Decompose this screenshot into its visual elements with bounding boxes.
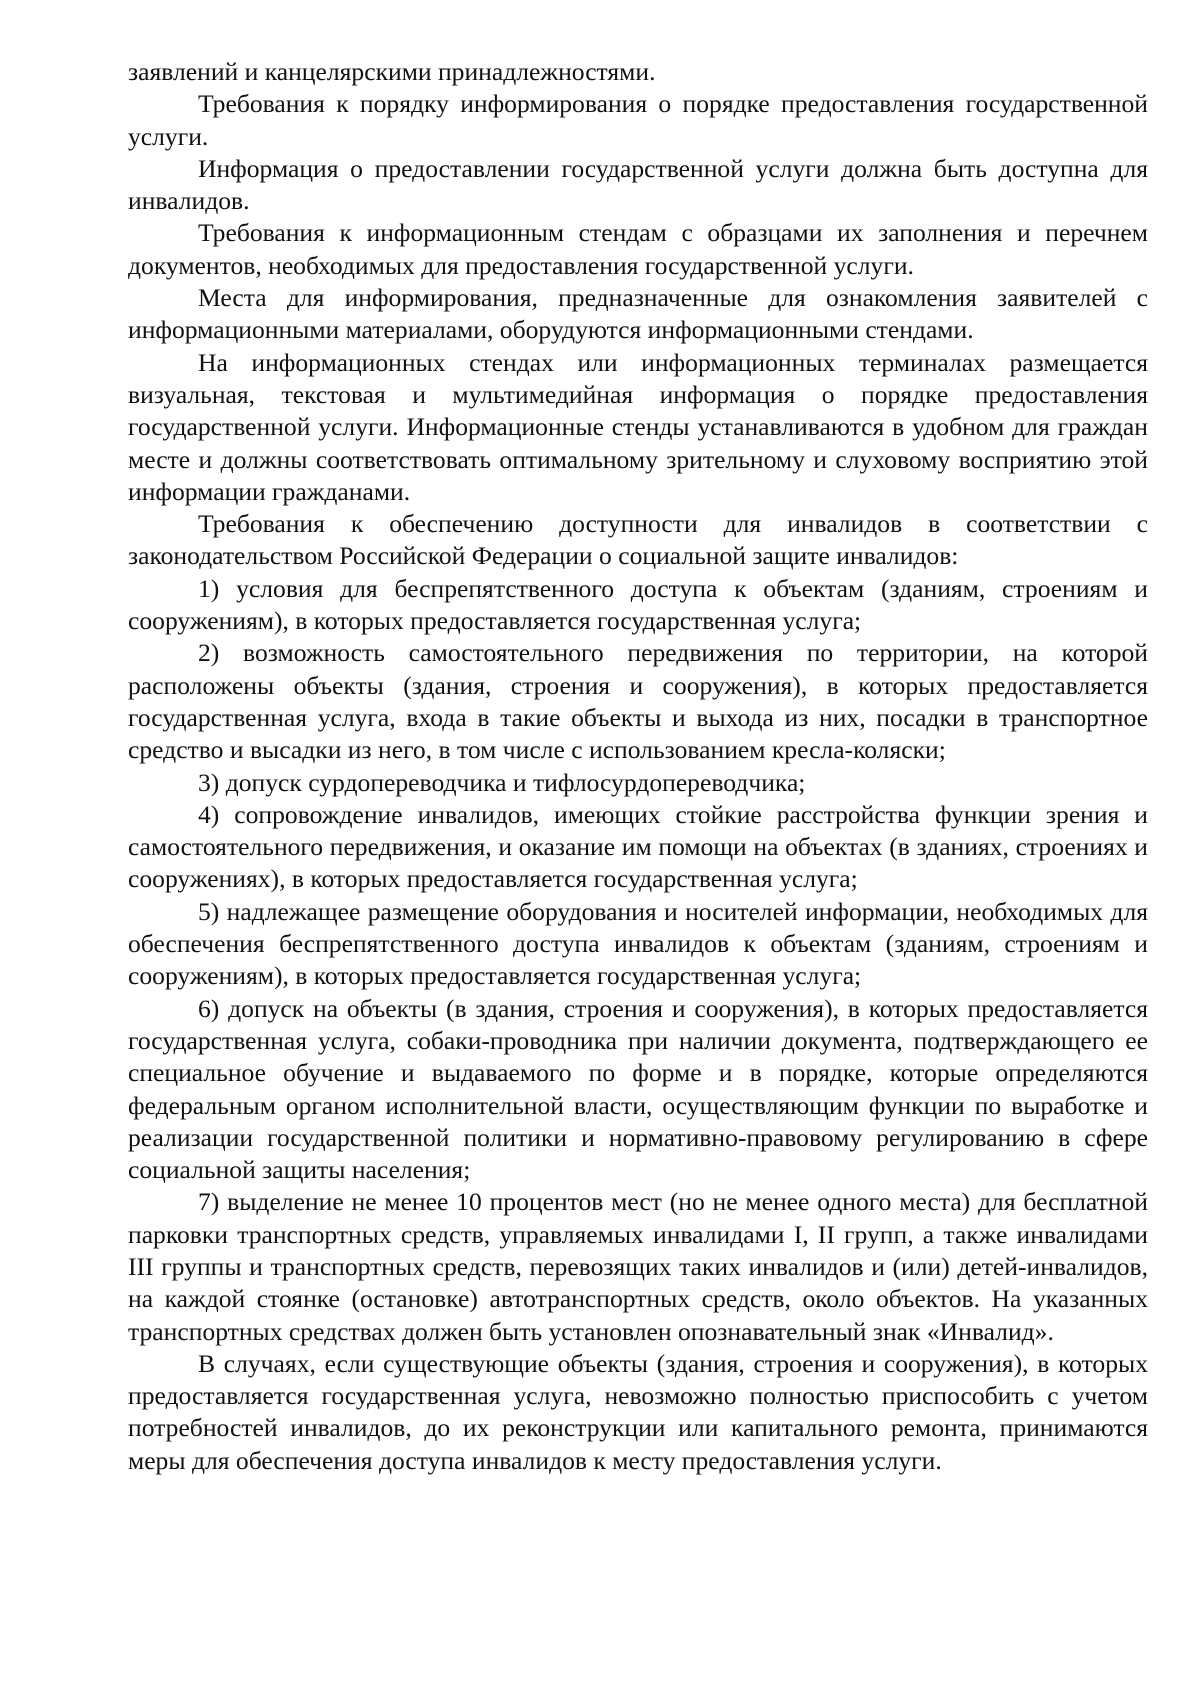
paragraph-accessibility-info: Информация о предоставлении государственной услуги должна быть доступна для инвалидов. <box>128 153 1148 216</box>
paragraph-info-places: Места для информирования, предназначенные для ознакомления заявителей с информационными материалами, оборудуются информационными стендами. <box>128 283 1148 345</box>
paragraph-stands-content: На информационных стендах или информационных терминалах размещается визуальная, текстовая и мультимедийная информация о порядке предоставления государственной услуги. Информационные стенды устанавливаются в удобном для граждан месте и должны соответствовать оптимальному зрительному и слуховому восприятию этой информации гражданами. <box>128 347 1148 506</box>
list-item-3: 3) допуск сурдопереводчика и тифлосурдопереводчика; <box>198 767 806 797</box>
list-item-5: 5) надлежащее размещение оборудования и носителей информации, необходимых для обеспечения беспрепятственного доступа инвалидов к объектам (зданиям, строениям и сооружениям), в которых предоставляется государственная услуга; <box>128 896 1148 991</box>
document-body <box>128 56 1148 1477</box>
paragraph-info-requirements: Требования к порядку информирования о порядке предоставления государственной услуги. <box>128 89 1148 151</box>
list-item-7: 7) выделение не менее 10 процентов мест (но не менее одного места) для бесплатной парковки транспортных средств, управляемых инвалидами I, II групп, а также инвалидами III группы и транспортных средств, перевозящих таких инвалидов и (или) детей-инвалидов, на каждой стоянке (остановке) автотранспортных средств, около объектов. На указанных транспортных средствах должен быть установлен опознавательный знак «Инвалид». <box>128 1187 1148 1346</box>
list-item-2: 2) возможность самостоятельного передвижения по территории, на которой расположены объекты (здания, строения и сооружения), в которых предоставляется государственная услуга, входа в такие объекты и выхода из них, посадки в транспортное средство и высадки из него, в том числе с использованием кресла-коляски; <box>128 638 1148 765</box>
paragraph-continuation: заявлений и канцелярскими принадлежностями. <box>128 57 656 86</box>
paragraph-stand-requirements: Требования к информационным стендам с образцами их заполнения и перечнем документов, необходимых для предоставления государственной услуги. <box>128 218 1148 280</box>
list-item-1: 1) условия для беспрепятственного доступа к объектам (зданиям, строениям и сооружениям), в которых предоставляется государственная услуга; <box>128 573 1148 636</box>
paragraph-accessibility-requirements: Требования к обеспечению доступности для инвалидов в соответствии с законодательством Российской Федерации о социальной защите инвалидов: <box>128 509 1148 571</box>
paragraph-final: В случаях, если существующие объекты (здания, строения и сооружения), в которых предоставляется государственная услуга, невозможно полностью приспособить с учетом потребностей инвалидов, до их реконструкции или капитального ремонта, принимаются меры для обеспечения доступа инвалидов к месту предоставления услуги. <box>128 1348 1148 1475</box>
list-item-6: 6) допуск на объекты (в здания, строения и сооружения), в которых предоставляется государственная услуга, собаки-проводника при наличии документа, подтверждающего ее специальное обучение и выдаваемого по форме и в порядке, которые определяются федеральным органом исполнительной власти, осуществляющим функции по выработке и реализации государственной политики и нормативно-правовому регулированию в сфере социальной защиты населения; <box>128 993 1148 1185</box>
list-item-4: 4) сопровождение инвалидов, имеющих стойкие расстройства функции зрения и самостоятельного передвижения, и оказание им помощи на объектах (в зданиях, строениях и сооружениях), в которых предоставляется государственная услуга; <box>128 799 1148 894</box>
